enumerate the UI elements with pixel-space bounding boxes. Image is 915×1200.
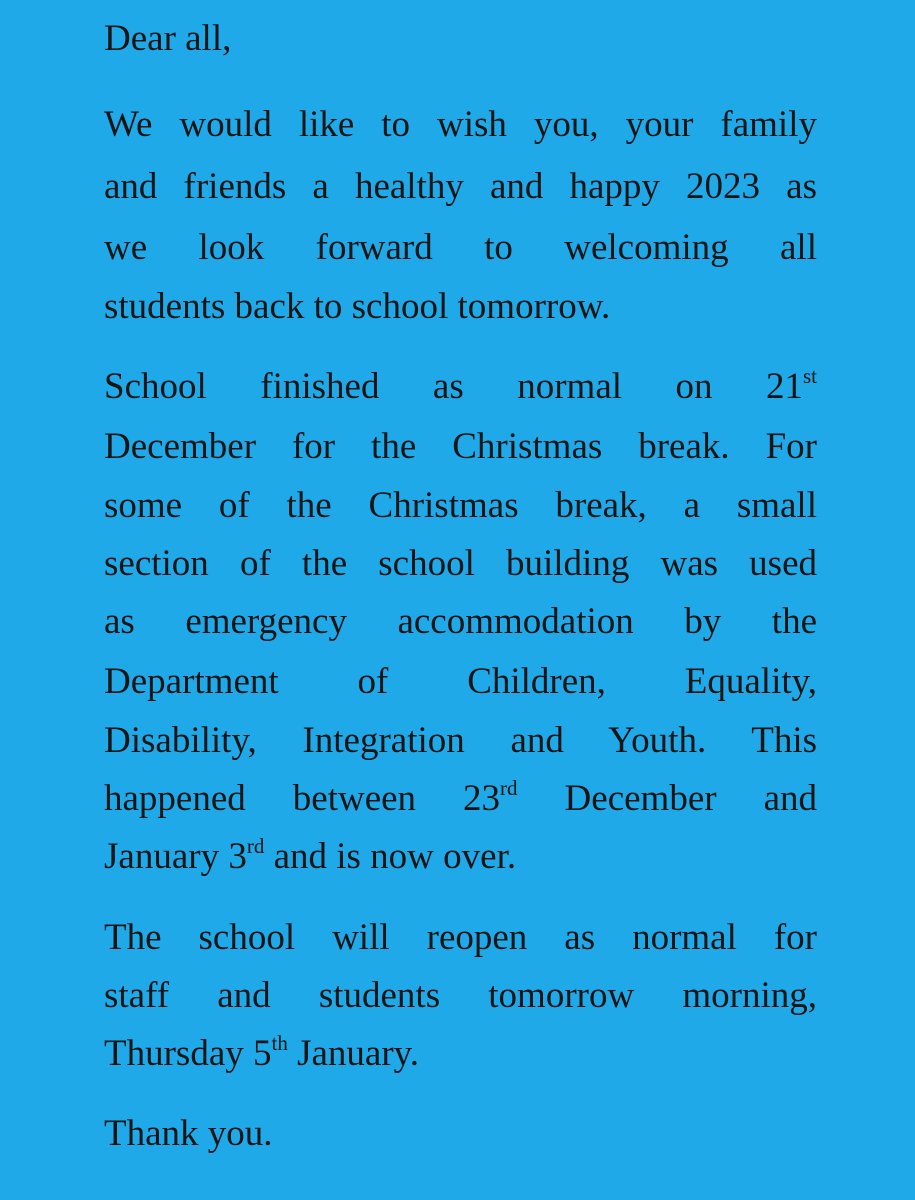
text-line — [104, 1031, 817, 1074]
text-segment: happened between 23 — [104, 778, 501, 819]
text-line: We would like to wish you, your family — [104, 104, 817, 145]
text-segment: January 3 — [104, 836, 247, 877]
text-line: December for the Christmas break. For — [104, 426, 817, 467]
text-segment: January. — [287, 1033, 420, 1074]
greeting: Dear all, — [104, 18, 232, 59]
text-line: Department of Children, Equality, — [104, 661, 817, 702]
text-line: and friends a healthy and happy 2023 as — [104, 166, 817, 207]
text-line: The school will reopen as normal for — [104, 917, 817, 958]
text-line — [104, 834, 817, 877]
text-line: we look forward to welcoming all — [104, 227, 817, 268]
text-line: Disability, Integration and Youth. This — [104, 720, 817, 761]
ordinal-suffix: th — [271, 1031, 288, 1055]
text-segment: and is now over. — [264, 836, 517, 877]
text-line: section of the school building was used — [104, 543, 817, 584]
text-line — [104, 364, 817, 407]
text-line: some of the Christmas break, a small — [104, 485, 817, 526]
text-line: as emergency accommodation by the — [104, 601, 817, 642]
text-segment: Thursday 5 — [104, 1033, 272, 1074]
text-line: students back to school tomorrow. — [104, 286, 611, 327]
text-segment: School finished as normal on 21 — [104, 366, 803, 407]
text-line — [104, 776, 817, 819]
closing: Thank you. — [104, 1113, 273, 1154]
ordinal-suffix: rd — [246, 834, 265, 858]
text-line: staff and students tomorrow morning, — [104, 975, 817, 1016]
ordinal-suffix: rd — [500, 776, 518, 800]
text-segment: December and — [517, 778, 817, 819]
ordinal-suffix: st — [802, 364, 817, 388]
